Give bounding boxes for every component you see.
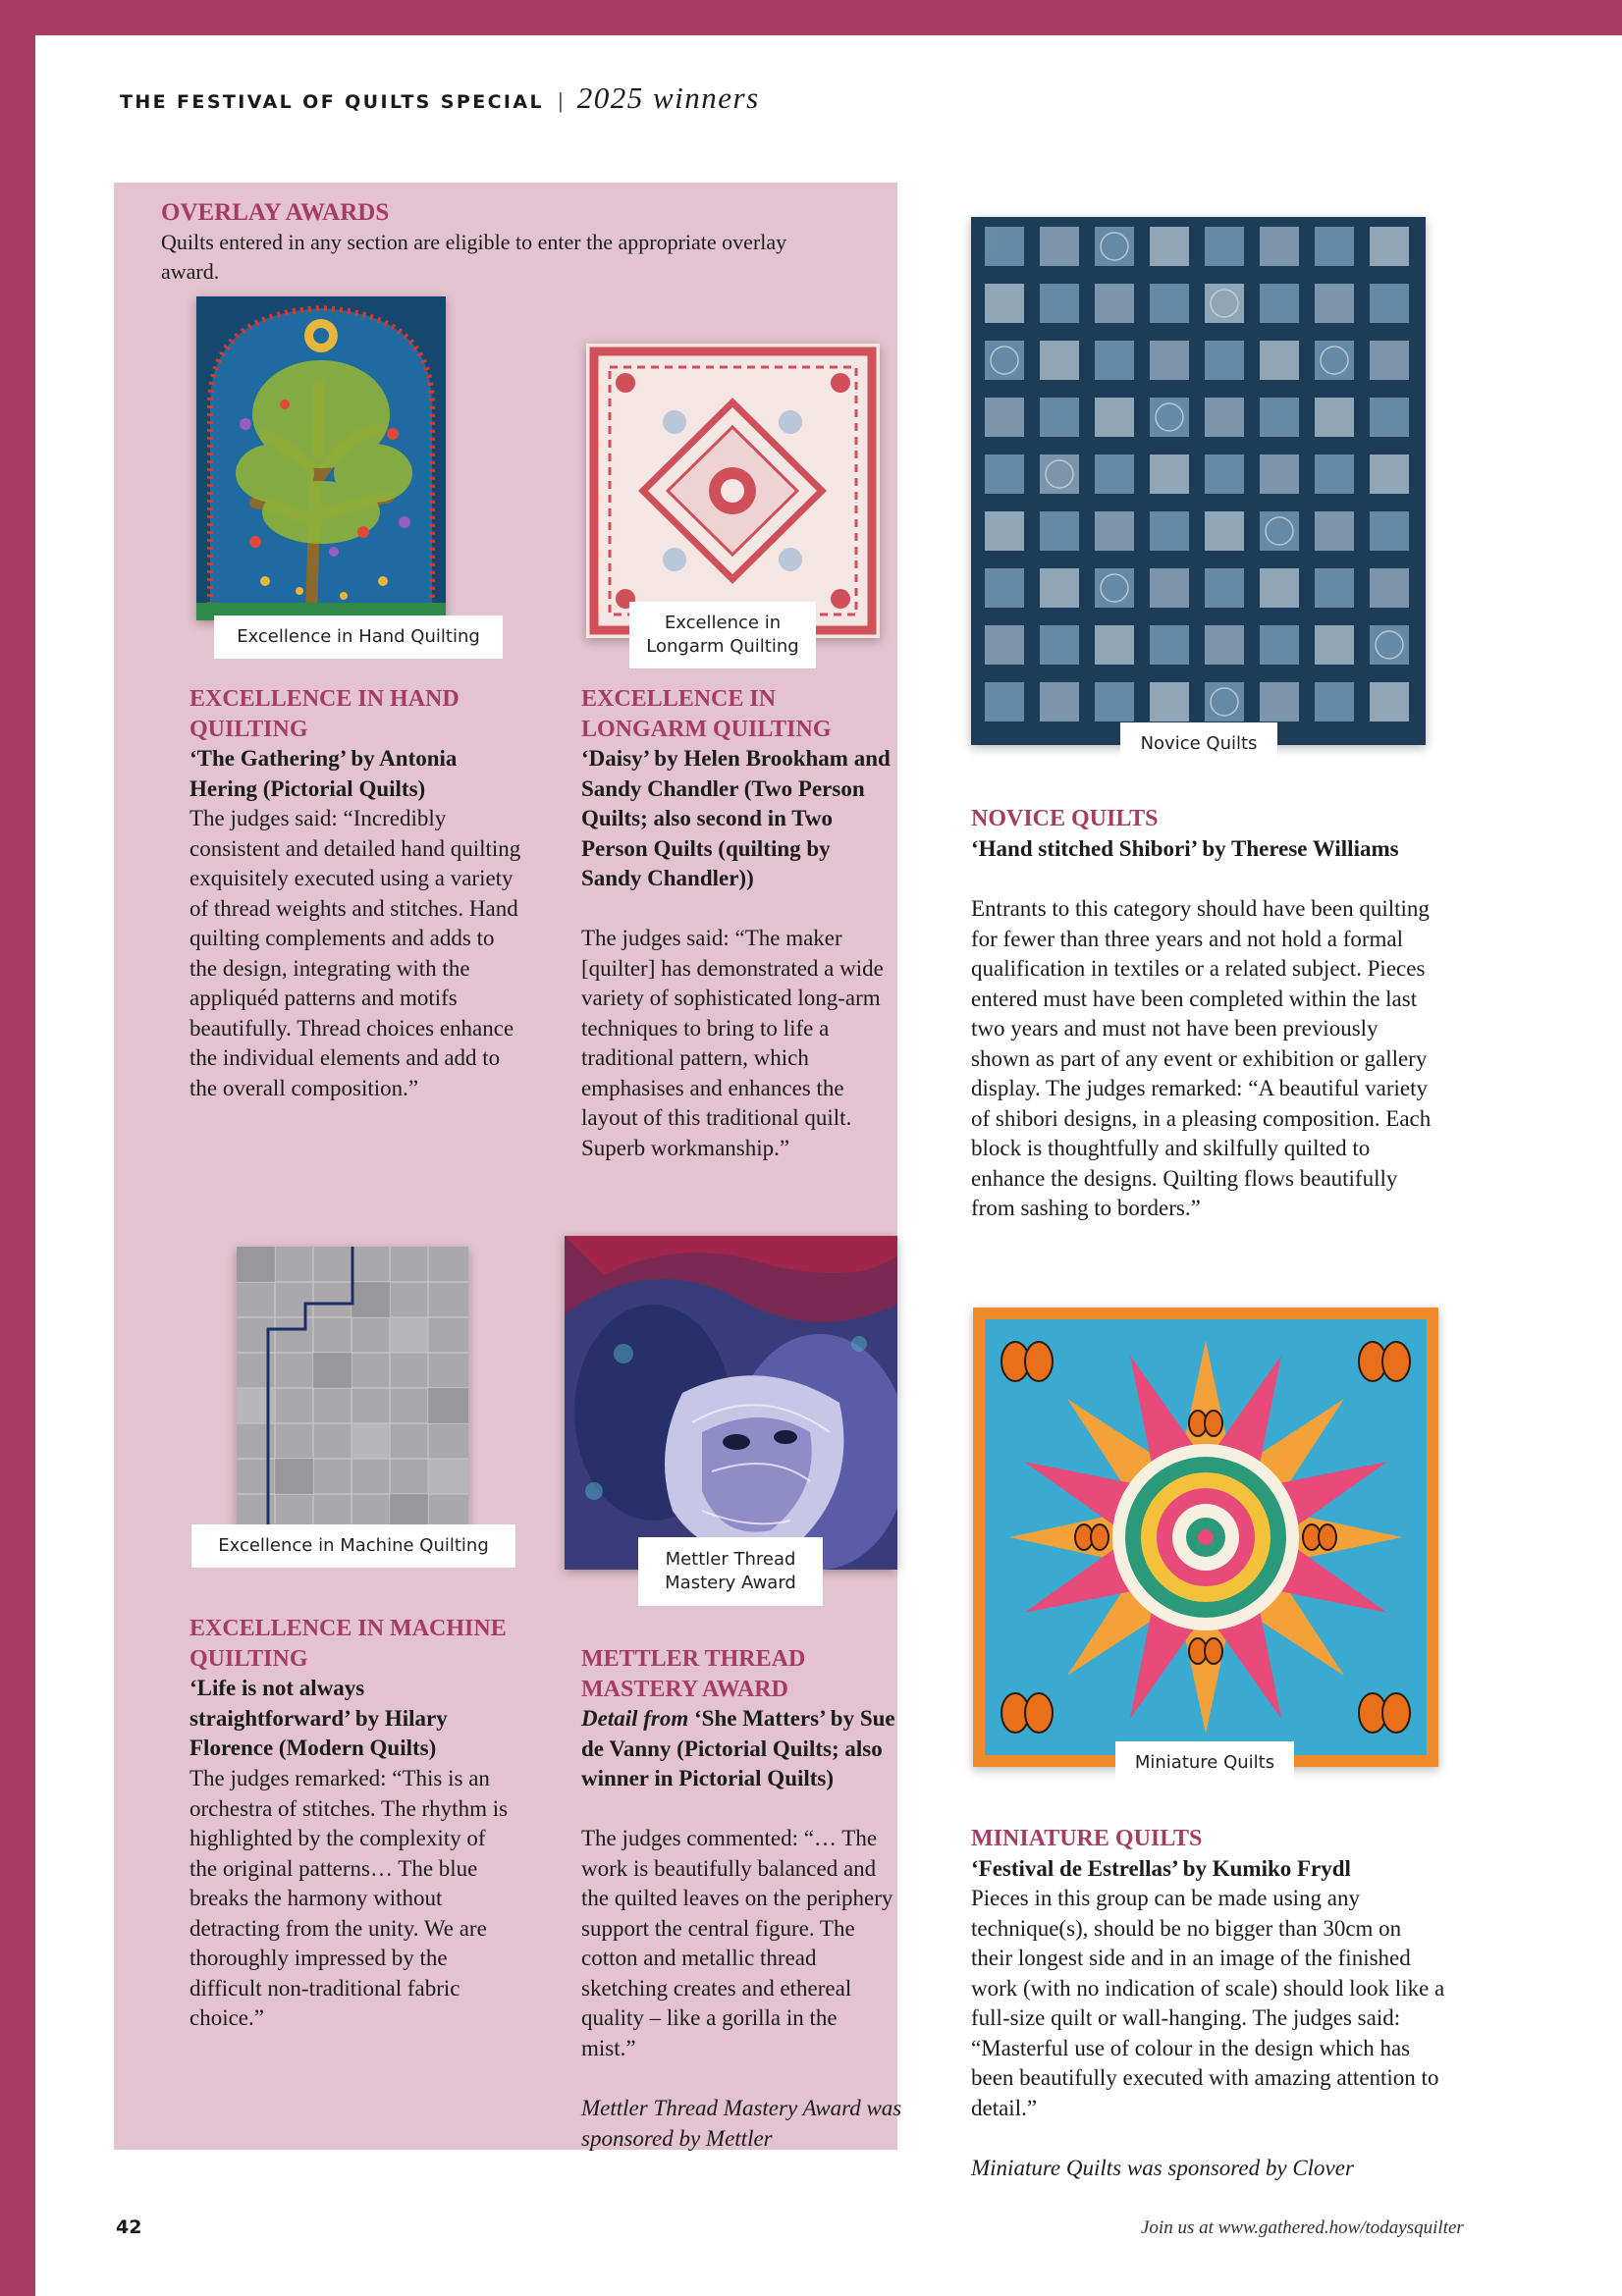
longarm-quilting-heading: EXCELLENCE IN LONGARM QUILTING [581,686,832,742]
miniature-quilts-caption: Miniature Quilts [1115,1741,1294,1785]
hand-quilting-subtitle: ‘The Gathering’ by Antonia Hering (Pictorial Quilts) [189,746,458,801]
mettler-award-image [565,1236,897,1570]
novice-quilts-heading: NOVICE QUILTS [971,806,1159,831]
machine-quilting-body: The judges remarked: “This is an orchestra of stitches. The rhythm is highlighted by the complexity of the original patterns… The blue breaks the harmony without detracting from the unity. We are thoroughly impressed by the difficult non-traditional fabric choice.” [189,1766,509,2030]
mettler-award-subtitle-italic: Detail from [581,1706,689,1731]
magazine-page [35,35,1622,2296]
machine-quilting-image [237,1247,468,1529]
mettler-award-body: The judges commented: “… The work is beautifully balanced and the quilted leaves on the periphery support the central figure. The cotton and metallic thread sketching creates and ethereal quality – like a gorilla in the mist.” [581,1826,893,2060]
longarm-quilting-caption: Excellence in Longarm Quilting [629,602,816,668]
hand-quilting-caption: Excellence in Hand Quilting [214,615,503,659]
machine-quilting-caption: Excellence in Machine Quilting [191,1524,515,1568]
mettler-award-subtitle [581,1704,905,1794]
page-number: 42 [116,2216,142,2238]
miniature-quilts-subtitle: ‘Festival de Estrellas’ by Kumiko Frydl [971,1856,1351,1881]
hand-quilting-image [196,296,446,620]
footer-website: Join us at www.gathered.how/todaysquilter [1141,2217,1464,2238]
longarm-quilting-image [586,344,880,638]
miniature-quilts-sponsor: Miniature Quilts was sponsored by Clover [971,2156,1354,2180]
mettler-award-caption: Mettler Thread Mastery Award [638,1537,823,1606]
longarm-quilting-body: The judges said: “The maker [quilter] has demonstrated a wide variety of sophisticated long-arm techniques to bring to life a traditional pattern, which emphasises and enhances the layout of this traditional quilt. Superb workmanship.” [581,926,884,1160]
header-separator: | [558,88,564,113]
overlay-awards-title: OVERLAY AWARDS [161,199,390,226]
novice-quilts-caption: Novice Quilts [1120,722,1277,766]
page-header [120,80,760,116]
mettler-award-subtitle-text: ‘She Matters’ by Sue de Vanny (Pictorial Quilts; also winner in Pictorial Quilts) [581,1706,895,1790]
hand-quilting-body: The judges said: “Incredibly consistent and detailed hand quilting exquisitely executed using a variety of thread weights and stitches. Hand quilting complements and adds to the design, integrating with the appliquéd patterns and motifs beautifully. Thread choices enhance the individual elements and add to the overall composition.” [189,806,521,1100]
machine-quilting-heading: EXCELLENCE IN MACHINE QUILTING [189,1616,507,1672]
hand-quilting-heading: EXCELLENCE IN HAND QUILTING [189,686,460,742]
machine-quilting-subtitle: ‘Life is not always straightforward’ by Hilary Florence (Modern Quilts) [189,1676,448,1760]
mettler-award-sponsor: Mettler Thread Mastery Award was sponsored by Mettler [581,2096,902,2151]
section-title: THE FESTIVAL OF QUILTS SPECIAL [120,91,544,113]
novice-quilts-subtitle: ‘Hand stitched Shibori’ by Therese Williams [971,836,1399,861]
miniature-quilts-image [973,1308,1438,1767]
overlay-awards-intro: Quilts entered in any section are eligible to enter the appropriate overlay award. [161,230,787,284]
mettler-award-heading: METTLER THREAD MASTERY AWARD [581,1646,806,1702]
miniature-quilts-body: Pieces in this group can be made using any technique(s), should be no bigger than 30cm on their longest side and in an image of the finished work (with no indication of scale) should look like a full-size quilt or wall-hanging. The judges said: “Masterful use of colour in the design which has been beautifully executed with amazing attention to detail.” [971,1886,1445,2120]
miniature-quilts-heading: MINIATURE QUILTS [971,1826,1203,1851]
novice-quilts-image [971,217,1426,745]
header-subtitle: 2025 winners [576,80,760,115]
novice-quilts-body: Entrants to this category should have been quilting for fewer than three years and not hold a formal qualification in textiles or a related subject. Pieces entered must have been completed within the last two years and must not have been previously shown as part of any event or exhibition or gallery display. The judges remarked: “A beautiful variety of shibori designs, in a pleasing composition. Each block is thoughtfully and skilfully quilted to enhance the designs. Quilting flows beautifully from sashing to borders.” [971,896,1432,1220]
longarm-quilting-subtitle: ‘Daisy’ by Helen Brookham and Sandy Chandler (Two Person Quilts; also second in Two Person Quilts (quilting by Sandy Chandler)) [581,746,891,890]
